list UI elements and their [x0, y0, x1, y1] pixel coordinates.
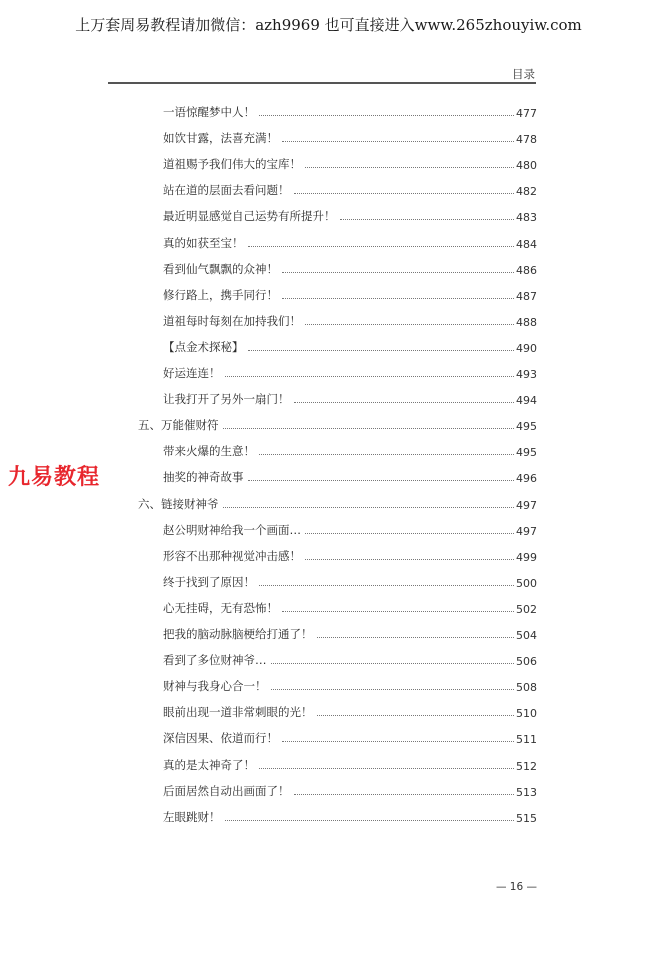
toc-entry-title: 后面居然自动出画面了！ — [163, 783, 290, 798]
toc-entry-title: 把我的脑动脉脑梗给打通了！ — [163, 627, 313, 641]
toc-entry[interactable] — [163, 753, 537, 773]
toc-entry-title: 真的如获至宝！ — [163, 235, 244, 250]
toc-entry[interactable] — [163, 726, 537, 746]
toc-entry-page: 480 — [516, 159, 537, 173]
toc-entry-title: 带来火爆的生意！ — [163, 444, 255, 459]
toc-entry-page: 502 — [516, 602, 537, 616]
toc-entry-page: 477 — [516, 107, 537, 120]
toc-entry-title: 让我打开了另外一扇门！ — [163, 392, 290, 407]
dot-leader — [271, 688, 515, 690]
toc-entry-title: 六、链接财神爷 — [138, 496, 219, 511]
toc-entry[interactable] — [163, 700, 537, 720]
toc-entry[interactable] — [163, 204, 537, 224]
dot-leader — [340, 218, 515, 220]
toc-entry[interactable] — [163, 257, 537, 277]
toc-entry-page: 478 — [516, 133, 537, 147]
toc-entry-page: 484 — [516, 237, 537, 251]
dot-leader — [225, 375, 515, 377]
toc-entry-title: 终于找到了原因！ — [163, 574, 255, 589]
toc-entry-title: 心无挂碍，无有恐怖！ — [163, 600, 278, 615]
toc-entry-title: 看到了多位财神爷… — [163, 653, 267, 668]
toc-entry-page: 515 — [516, 811, 537, 825]
page-number: — 16 — — [495, 881, 537, 893]
toc-entry-page: 488 — [516, 315, 537, 329]
dot-leader — [294, 793, 515, 795]
toc-entry[interactable] — [163, 779, 537, 799]
dot-leader — [225, 819, 515, 821]
toc-entry-page: 512 — [516, 759, 537, 773]
dot-leader — [282, 271, 514, 273]
header-divider — [108, 82, 536, 84]
toc-entry[interactable] — [163, 439, 537, 459]
dot-leader — [259, 453, 514, 455]
dot-leader — [282, 740, 514, 742]
dot-leader — [282, 297, 514, 299]
toc-entry-page: 487 — [516, 289, 537, 303]
toc-entry-title: 看到仙气飘飘的众神！ — [163, 261, 278, 276]
dot-leader — [294, 192, 515, 194]
dot-leader — [248, 245, 515, 247]
toc-entry-page: 513 — [516, 785, 537, 799]
dot-leader — [259, 584, 514, 586]
toc-entry-page: 483 — [516, 211, 537, 225]
toc-entry-title: 左眼跳财！ — [163, 809, 221, 824]
dot-leader — [271, 662, 515, 664]
toc-entry-title: 【点金术探秘】 — [163, 339, 244, 354]
toc-entry-page: 497 — [516, 524, 537, 538]
toc-entry-page: 486 — [516, 263, 537, 277]
toc-entry-page: 495 — [516, 446, 537, 460]
toc-entry[interactable] — [163, 648, 537, 668]
toc-entry[interactable] — [163, 570, 537, 590]
toc-entry-title: 一语惊醒梦中人！ — [163, 105, 255, 119]
toc-entry-title: 真的是太神奇了！ — [163, 757, 255, 772]
toc-entry[interactable] — [163, 100, 537, 120]
toc-entry-page: 490 — [516, 341, 537, 355]
toc-entry[interactable] — [163, 622, 537, 642]
toc-entry-title: 修行路上，携手同行！ — [163, 287, 278, 302]
dot-leader — [305, 558, 514, 560]
toc-entry[interactable] — [163, 674, 537, 694]
toc-entry[interactable] — [163, 335, 537, 355]
toc-entry-title: 赵公明财神给我一个画面… — [163, 522, 301, 537]
dot-leader — [317, 636, 515, 638]
toc-entry-page: 504 — [516, 629, 537, 642]
dot-leader — [317, 714, 515, 716]
toc-entry[interactable] — [163, 361, 537, 381]
toc-entry-title: 眼前出现一道非常刺眼的光！ — [163, 705, 313, 720]
toc-entry-page: 496 — [516, 472, 537, 486]
dot-leader — [248, 349, 515, 351]
toc-entry-title: 形容不出那种视觉冲击感！ — [163, 548, 301, 563]
toc-entry[interactable] — [163, 309, 537, 329]
toc-entry[interactable] — [163, 465, 537, 485]
toc-entry-title: 深信因果、依道而行！ — [163, 731, 278, 746]
toc-entry-title: 抽奖的神奇故事 — [163, 470, 244, 485]
toc-entry[interactable] — [163, 544, 537, 564]
dot-leader — [294, 401, 515, 403]
dot-leader — [282, 140, 514, 142]
toc-entry-page: 482 — [516, 185, 537, 199]
toc-entry[interactable] — [163, 126, 537, 146]
toc-entry-page: 508 — [516, 681, 537, 695]
toc-entry-title: 财神与我身心合一！ — [163, 679, 267, 694]
toc-entry-page: 494 — [516, 394, 537, 408]
dot-leader — [305, 323, 514, 325]
dot-leader — [282, 610, 514, 612]
toc-entry[interactable] — [163, 178, 537, 198]
toc-entry-title: 如饮甘露，法喜充满！ — [163, 131, 278, 146]
dot-leader — [305, 166, 514, 168]
toc-entry-page: 510 — [516, 707, 537, 721]
toc-entry[interactable] — [163, 283, 537, 303]
toc-section-entry[interactable] — [138, 492, 537, 512]
toc-entry[interactable] — [163, 231, 537, 251]
toc-entry-page: 499 — [516, 550, 537, 564]
running-header: 目录 — [512, 67, 535, 81]
toc-entry-page: 497 — [516, 498, 537, 512]
promo-banner: 上万套周易教程请加微信：azh9969 也可直接进入www.265zhouyiw.com — [75, 16, 582, 34]
toc-entry-page: 495 — [516, 420, 537, 434]
dot-leader — [223, 427, 515, 429]
toc-entry-page: 506 — [516, 655, 537, 669]
watermark-logo: 九易教程 — [8, 465, 101, 490]
toc-entry-title: 最近明显感觉自己运势有所提升！ — [163, 209, 336, 224]
toc-entry[interactable] — [163, 805, 537, 825]
toc-entry[interactable] — [163, 152, 537, 172]
dot-leader — [305, 532, 514, 534]
toc-entry-page: 500 — [516, 576, 537, 590]
dot-leader — [259, 114, 514, 116]
toc-entry-title: 好运连连！ — [163, 366, 221, 380]
toc-entry-page: 511 — [516, 733, 537, 747]
toc-entry-title: 站在道的层面去看问题！ — [163, 183, 290, 198]
toc-entry[interactable] — [163, 518, 537, 538]
dot-leader — [259, 767, 514, 769]
toc-entry-title: 五、万能催财符 — [138, 418, 219, 433]
toc-entry[interactable] — [163, 596, 537, 616]
toc-entry-title: 道祖赐予我们伟大的宝库！ — [163, 157, 301, 172]
toc-entry-page: 493 — [516, 368, 537, 381]
toc-section-entry[interactable] — [138, 413, 537, 433]
dot-leader — [248, 479, 515, 481]
dot-leader — [223, 506, 515, 508]
toc-entry[interactable] — [163, 387, 537, 407]
toc-entry-title: 道祖每时每刻在加持我们！ — [163, 313, 301, 328]
